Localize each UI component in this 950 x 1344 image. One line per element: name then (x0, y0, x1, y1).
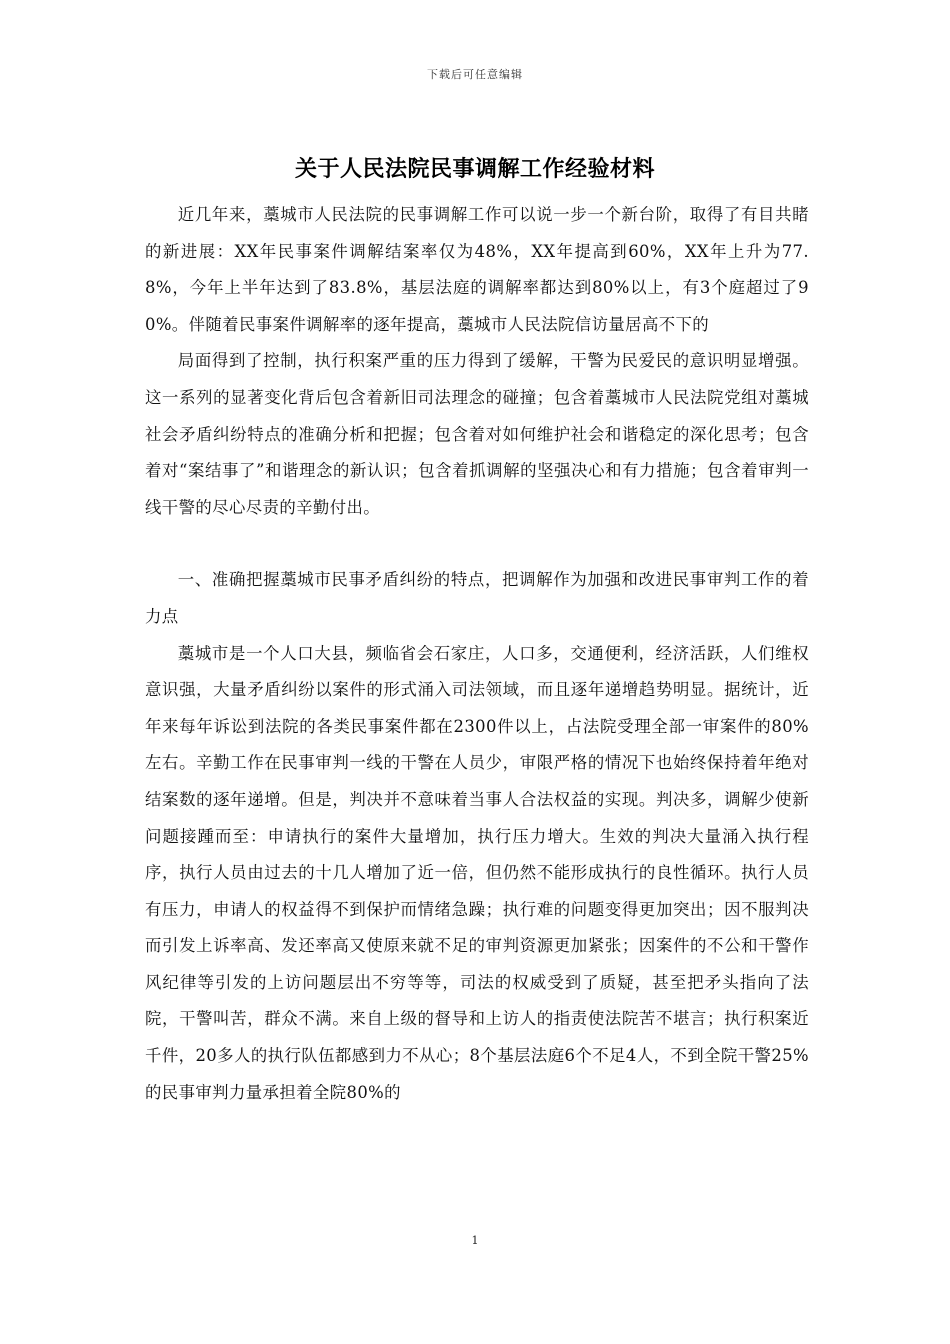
document-title: 关于人民法院民事调解工作经验材料 (294, 156, 655, 182)
paragraph-results: 局面得到了控制，执行积案严重的压力得到了缓解，干警为民爱民的意识明显增强。这一系列的显著变化背后包含着新旧司法理念的碰撞；包含着藁城市人民法院党组对藁城社会矛盾纠纷特点的准确分析和把握；包含着对如何维护社会和谐稳定的深化思考；包含着对“案结事了”和谐理念的新认识；包含着抓调解的坚强决心和有力措施；包含着审判一线干警的尽心尽责的辛勤付出。 (145, 351, 809, 517)
section-heading-1: 一、准确把握藁城市民事矛盾纠纷的特点，把调解作为加强和改进民事审判工作的着力点 (145, 570, 809, 626)
paragraph-spacer (145, 526, 809, 562)
document-body (145, 197, 809, 1111)
paragraph-section-1-body: 藁城市是一个人口大县，频临省会石家庄，人口多，交通便利，经济活跃，人们维权意识强，大量矛盾纠纷以案件的形式涌入司法领域，而且逐年递增趋势明显。据统计，近年来每年诉讼到法院的各类民事案件都在2300件以上，占法院受理全部一审案件的80%左右。辛勤工作在民事审判一线的干警在人员少，审限严格的情况下也始终保持着年绝对结案数的逐年递增。但是，判决并不意味着当事人合法权益的实现。判决多，调解少使新问题接踵而至：申请执行的案件大量增加，执行压力增大。生效的判决大量涌入执行程序，执行人员由过去的十几人增加了近一倍，但仍然不能形成执行的良性循环。执行人员有压力，申请人的权益得不到保护而情绪急躁；执行难的问题变得更加突出；因不服判决而引发上诉率高、发还率高又使原来就不足的审判资源更加紧张；因案件的不公和干警作风纪律等引发的上访问题层出不穷等等，司法的权威受到了质疑，甚至把矛头指向了法院，干警叫苦，群众不满。来自上级的督导和上访人的指责使法院苦不堪言；执行积案近千件，20多人的执行队伍都感到力不从心；8个基层法庭6个不足4人，不到全院干警25%的民事审判力量承担着全院80%的 (145, 643, 809, 1102)
page-header-note: 下载后可任意编辑 (427, 68, 523, 81)
paragraph-intro: 近几年来，藁城市人民法院的民事调解工作可以说一步一个新台阶，取得了有目共睹的新进展：XX年民事案件调解结案率仅为48%，XX年提高到60%，XX年上升为77.8%，今年上半年达到了83.8%，基层法庭的调解率都达到80%以上，有3个庭超过了90%。伴随着民事案件调解率的逐年提高，藁城市人民法院信访量居高不下的 (145, 205, 809, 334)
page-number: 1 (471, 1234, 479, 1247)
